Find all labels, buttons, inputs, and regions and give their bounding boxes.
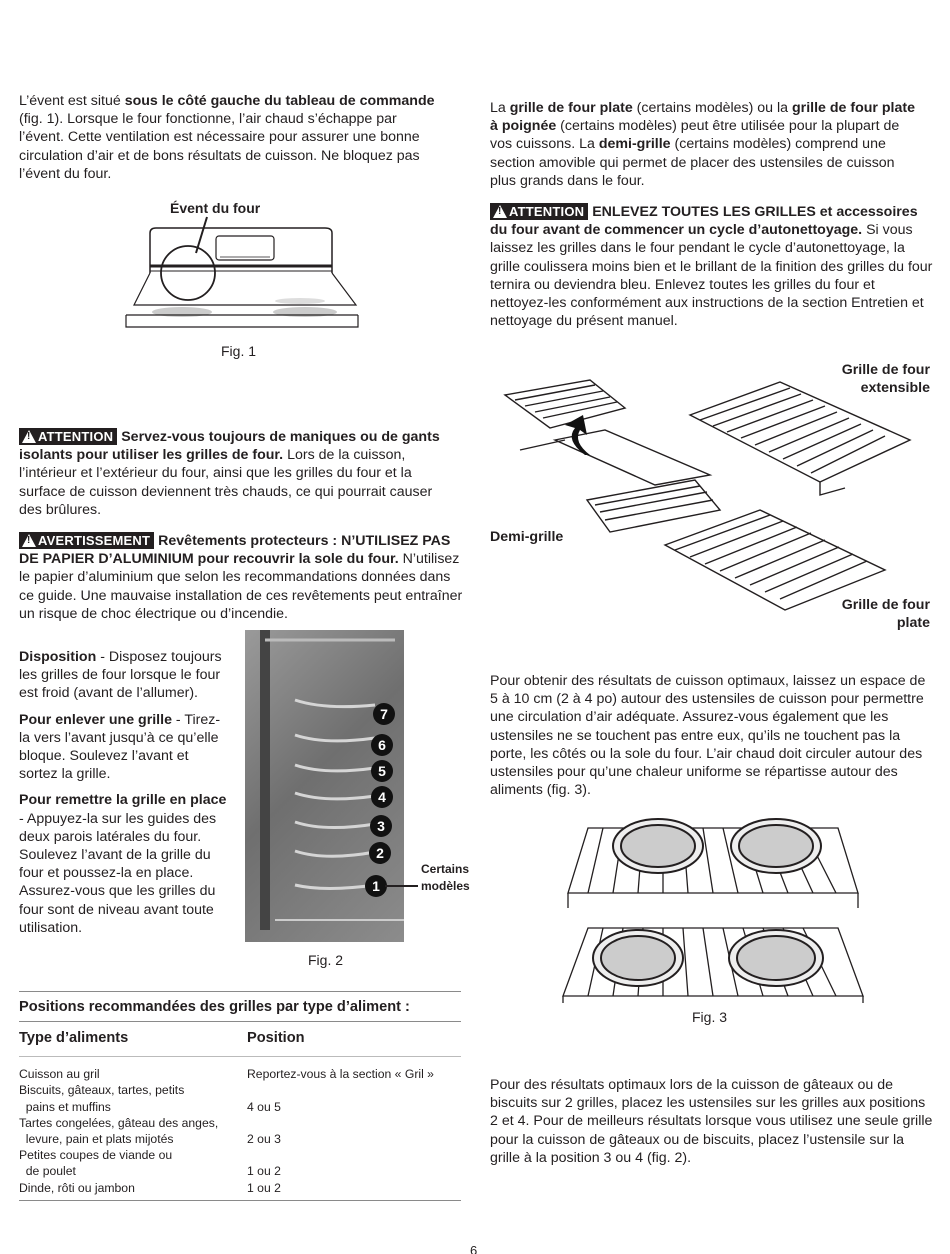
col-header-food: Type d’aliments [19, 1030, 129, 1046]
table-row [19, 1147, 461, 1179]
rack-position-3: 3 [370, 815, 392, 837]
fig1-label: Évent du four [170, 200, 261, 216]
food-type-cell: Dinde, rôti ou jambon [19, 1180, 135, 1195]
half-rack-label: Demi-grille [490, 529, 564, 545]
flat-rack-label: Grille de four plate [841, 597, 930, 632]
oven-racks-illustration [495, 370, 935, 620]
attention-self-clean: !ATTENTION ENLEVEZ TOUTES LES GRILLES et accessoires du four avant de commencer un cycle d’autonettoyage. Si vous laissez les grilles dans le four pendant le cycle d’autonettoyage, la grille coulissera moins bien et le brillant de la finition des grilles du four ternira ou deviendra bleu. Enlevez toutes les grilles du four et nettoyez-les conformément aux instructions de la section Entretien et nettoyage du présent manuel. [490, 203, 935, 330]
remove-rack-paragraph: Pour enlever une grille - Tirez-la vers l’avant jusqu’à ce qu’elle bloque. Soulevez l’avant et sortez la grille. [19, 711, 221, 783]
spacing-paragraph: Pour obtenir des résultats de cuisson optimaux, laissez un espace de 5 à 10 cm (2 à 4 po) autour des ustensiles de cuisson pour permettre une circulation d’air adéquate. Assurez-vous également que les ustensiles ne se touchent pas entre eux, qu’ils ne touchent pas la porte, les côtés ou la sole du four. L’air chaud doit circuler autour des ustensiles pour qu’une chaleur uniforme se répartisse autour des aliments (fig. 3). [490, 673, 926, 799]
disposition-paragraph: Disposition - Disposez toujours les grilles de four lorsque le four est froid (avant de l’allumer). [19, 649, 222, 702]
table-bottom-rule [19, 1200, 461, 1201]
pans-on-racks-illustration [558, 818, 868, 1003]
position-cell: 4 ou 5 [247, 1099, 281, 1114]
fig2-caption: Fig. 2 [308, 952, 344, 968]
rack-position-table [19, 1029, 461, 1196]
table-row [19, 1180, 461, 1196]
position-cell: 1 ou 2 [247, 1164, 281, 1179]
food-type-cell: Biscuits, gâteaux, tartes, petits pains et muffins [19, 1083, 185, 1114]
table-title: Positions recommandées des grilles par type d’aliment : [19, 999, 410, 1015]
rack-types-paragraph: La grille de four plate (certains modèles) ou la grille de four plate à poignée (certains modèles) peut être utilisée pour la plupart de vos cuissons. La demi-grille (certains modèles) comprend une section amovible qui permet de placer des ustensiles de cuisson plus grands dans le four. [490, 100, 915, 189]
side-label-pointer [385, 885, 418, 887]
rack-position-6: 6 [371, 734, 393, 756]
position-cell: 1 ou 2 [247, 1180, 281, 1195]
table-header-rule [19, 1056, 461, 1057]
vent-paragraph: L’évent est situé sous le côté gauche du tableau de commande (fig. 1). Lorsque le four fonctionne, l’air chaud s’échappe par l’évent. Cette ventilation est nécessaire pour assurer une bonne circulation d’air et de bons résultats de cuisson. Ne bloquez pas l’évent du four. [19, 93, 435, 182]
attention-gloves: !ATTENTION Servez-vous toujours de maniques ou de gants isolants pour utiliser les grilles de four. Lors de la cuisson, l’intérieur et l’extérieur du four, ainsi que les grilles du four et la surface de cuisson deviennent très chauds, ce qui pourrait causer des brûlures. [19, 428, 449, 519]
table-top-rule [19, 991, 461, 992]
rack-position-7: 7 [373, 703, 395, 725]
table-row [19, 1055, 461, 1082]
warning-aluminium: !AVERTISSEMENT Revêtements protecteurs : N’UTILISEZ PAS DE PAPIER D’ALUMINIUM pour recouvrir la sole du four. N’utilisez le papier d’aluminium que selon les recommandations données dans ce guide. Une mauvaise installation de ces revêtements peut entraîner un risque de choc électrique ou d’incendie. [19, 532, 464, 623]
replace-rack-paragraph: Pour remettre la grille en place - Appuyez-la sur les guides des deux parois latérales du four. Soulevez l’avant de la grille du four et poussez-la en place. Assurez-vous que les grilles du four sont de niveau avant toute utilisation. [19, 792, 227, 936]
rack-position-4: 4 [371, 786, 393, 808]
position-cell: 2 ou 3 [247, 1132, 281, 1147]
food-type-cell: Tartes congelées, gâteau des anges, levure, pain et plats mijotés [19, 1115, 219, 1147]
col-header-position: Position [247, 1030, 305, 1046]
warning-triangle-icon [22, 430, 36, 443]
food-type-cell: Cuisson au gril [19, 1067, 100, 1082]
warning-triangle-icon [22, 534, 36, 547]
rack-position-2: 2 [369, 842, 391, 864]
rack-position-5: 5 [371, 760, 393, 782]
warning-triangle-icon [493, 205, 507, 218]
rack-position-1: 1 [365, 875, 387, 897]
warning-badge: !AVERTISSEMENT [19, 532, 154, 549]
fig1-caption: Fig. 1 [221, 343, 257, 359]
attention-badge: !ATTENTION [19, 428, 117, 445]
fig2-side-label: Certains modèles [421, 862, 470, 893]
rack-instructions [19, 648, 231, 937]
food-type-cell: Petites coupes de viande ou de poulet [19, 1148, 173, 1179]
oven-vent-illustration [120, 215, 365, 335]
table-title-rule [19, 1021, 461, 1022]
attention-badge-2: !ATTENTION [490, 203, 588, 220]
fig3-caption: Fig. 3 [692, 1009, 728, 1025]
table-header-row [19, 1029, 461, 1055]
table-row [19, 1115, 461, 1147]
oven-interior-photo [245, 630, 404, 942]
cakes-paragraph: Pour des résultats optimaux lors de la cuisson de gâteaux ou de biscuits sur 2 grilles, placez les ustensiles sur les grilles aux positions 2 et 4. Pour de meilleurs résultats lorsque vous utilisez une seule grille pour la cuisson de gâteaux ou de biscuits, placez l’ustensile sur la grille à la position 3 ou 4 (fig. 2). [490, 1077, 933, 1166]
position-cell: Reportez-vous à la section « Gril » [247, 1067, 434, 1082]
extensible-rack-label: Grille de four extensible [841, 362, 930, 397]
table-row [19, 1082, 461, 1114]
page-number: 6 [470, 1243, 478, 1254]
